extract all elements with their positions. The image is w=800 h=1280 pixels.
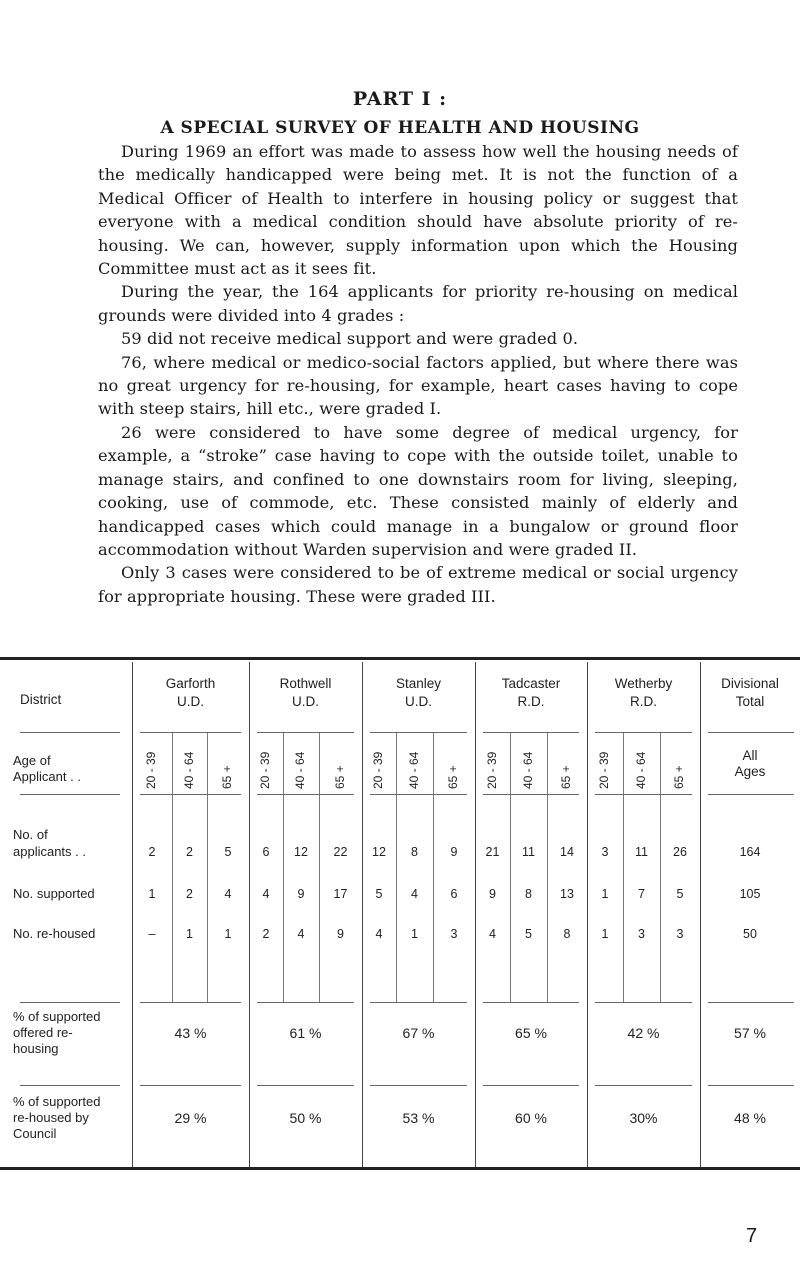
table-cell: 1 [601,887,609,901]
table-cell: 12 [372,845,386,859]
paragraph: 26 were considered to have some degree of medical urgency, for example, a “stroke” case having to cope with the outside toilet, unable to manage stairs, and confined to one downstairs room for living, sleeping, cooking, use of commode, etc. These consisted mainly of elderly and handicapped cases which could manage in a bungalow or ground floor accommodation without Warden supervision and were graded II. [98,422,738,559]
age-group-label: 40 - 64 [293,751,307,789]
district-type: U.D. [292,694,319,709]
district-name: Tadcaster [501,676,561,691]
row-rule [708,1002,794,1003]
age-row-label: Applicant . . [13,769,81,784]
total-cell: 50 [743,927,757,941]
total-header: Divisional [721,676,779,691]
table-cell: 9 [337,927,344,941]
pct-cell: 30% [629,1110,658,1126]
row-rule [257,1002,354,1003]
pct-cell: 65 % [515,1025,547,1041]
pct-row-label: housing [13,1041,59,1056]
row-label: No. supported [13,886,95,901]
table-cell: 3 [676,927,684,941]
age-group-label: 20 - 39 [371,751,385,789]
row-rule [370,1002,467,1003]
group-divider [587,662,588,1167]
paragraph: Only 3 cases were considered to be of extreme medical or social urgency for appropriate housing. These were graded III. [98,563,738,606]
housing-survey-table [0,657,800,1170]
age-group-label: 20 - 39 [597,751,611,789]
district-name: Garforth [165,676,216,691]
table-cell: 3 [638,927,645,941]
pct-cell: 42 % [627,1025,660,1041]
age-row-label: Age of [13,753,51,768]
table-cell: 5 [224,845,232,859]
age-group-label: 65 + [446,765,460,789]
row-rule [257,732,354,733]
body-text [98,140,738,608]
total-cell: 105 [739,887,761,901]
subcolumn-divider [396,732,397,1002]
district-name: Rothwell [279,676,332,691]
total-cell: 164 [739,845,761,859]
subcolumn-divider [623,732,624,1002]
group-divider [700,662,701,1167]
table-cell: 4 [297,927,305,941]
table-cell: 4 [411,887,418,901]
section-title: A SPECIAL SURVEY OF HEALTH AND HOUSING [160,118,640,138]
table-cell: 5 [375,887,383,901]
subcolumn-divider [172,732,173,1002]
pct-cell: 67 % [402,1025,435,1041]
row-rule [595,794,692,795]
table-cell: 8 [525,887,532,901]
row-rule [595,732,692,733]
subcolumn-divider [207,732,208,1002]
district-name: Wetherby [614,676,673,691]
all-ages-label: All [742,748,758,763]
table-cell: 4 [224,887,232,901]
table-cell: 1 [224,927,232,941]
age-group-label: 20 - 39 [484,751,499,789]
table-cell: 1 [148,887,156,901]
row-rule [140,1002,241,1003]
paragraph: 59 did not receive medical support and were graded 0. [121,329,579,349]
table-cell: 17 [333,887,348,901]
row-rule [483,1002,579,1003]
age-group-label: 40 - 64 [633,751,648,789]
row-rule [483,732,579,733]
table-cell: 7 [638,887,645,901]
table-bottom-rule [0,1167,800,1170]
table-cell: 11 [522,845,535,859]
row-rule [595,1002,692,1003]
table-cell: 22 [333,845,348,859]
age-group-label: 40 - 64 [406,751,421,789]
subcolumn-divider [283,732,284,1002]
pct-total-cell: 57 % [734,1025,766,1041]
pct-total-cell: 48 % [734,1110,766,1126]
district-type: R.D. [517,694,545,709]
table-cell: 6 [262,845,270,859]
subcolumn-divider [660,732,661,1002]
table-cell: 9 [450,845,458,859]
row-rule [370,732,467,733]
table-cell: 8 [411,845,418,859]
district-type: U.D. [177,694,204,709]
table-cell: 3 [601,845,609,859]
table-cell: 1 [411,927,418,941]
table-cell: 2 [186,887,193,901]
table-cell: 3 [450,927,458,941]
subcolumn-divider [319,732,320,1002]
row-rule [257,1085,354,1086]
table-cell: 9 [297,887,305,901]
table-cell: 4 [489,927,496,941]
pct-cell: 29 % [174,1110,207,1126]
page-number: 7 [746,1225,758,1247]
age-group-label: 20 - 39 [258,751,272,789]
table-cell: 21 [485,845,500,859]
pct-cell: 50 % [289,1110,322,1126]
row-rule [370,1085,467,1086]
table-cell: 4 [262,887,270,901]
row-label: applicants . . [13,844,86,859]
group-divider [362,662,363,1167]
row-rule [20,794,120,795]
table-cell: 5 [525,927,532,941]
table-top-rule [0,657,800,660]
paragraph: 76, where medical or medico-social factors applied, but where there was no great urgency for re-housing, for example, heart cases having to cope with steep stairs, hill etc., were graded I. [98,352,738,419]
table-cell: 2 [262,927,270,941]
pct-cell: 61 % [289,1025,322,1041]
age-group-label: 40 - 64 [520,751,535,789]
group-divider [132,662,133,1167]
district-name: Stanley [395,676,442,691]
row-rule [708,732,794,733]
table-cell: 12 [294,845,308,859]
row-label: No. re-housed [13,926,96,941]
age-group-label: 65 + [220,765,234,789]
table-cell: 1 [186,927,193,941]
row-rule [595,1085,692,1086]
paragraph: During 1969 an effort was made to assess how well the housing needs of the medically handicapped were being met. It is not the function of a Medical Officer of Health to interfere in housing policy or suggest that everyone with a medical condition should have absolute priority of re-housing. We can, however, supply information upon which the Housing Committee must act as it sees fit. [98,142,738,279]
table-cell: 26 [673,845,687,859]
pct-row-label: % of supported [13,1094,101,1109]
district-type: U.D. [405,694,432,709]
table-cell: 11 [635,845,648,859]
total-header: Total [735,694,765,709]
table-cell: 8 [563,927,571,941]
table-cell: – [148,927,156,941]
row-rule [140,732,241,733]
district-type: R.D. [630,694,657,709]
paragraph: During the year, the 164 applicants for priority re-housing on medical grounds were divided into 4 grades : [98,282,738,325]
row-rule [483,1085,579,1086]
row-label: No. of [13,827,48,842]
pct-row-label: % of supported [13,1009,101,1024]
row-rule [370,794,467,795]
pct-row-label: re-housed by [13,1110,89,1125]
row-rule [140,1085,241,1086]
all-ages-label: Ages [734,764,766,779]
row-rule [140,794,241,795]
group-divider [475,662,476,1167]
district-header: District [20,692,62,707]
pct-cell: 43 % [174,1025,207,1041]
row-rule [20,1002,120,1003]
table-cell: 14 [560,845,574,859]
pct-row-label: Council [13,1126,57,1141]
row-rule [20,1085,120,1086]
row-rule [708,794,794,795]
group-divider [249,662,250,1167]
row-rule [20,732,120,733]
age-group-label: 40 - 64 [181,751,196,789]
page-heading: PART I : [352,88,448,110]
age-group-label: 20 - 39 [144,751,158,789]
subcolumn-divider [510,732,511,1002]
pct-cell: 60 % [515,1110,547,1126]
row-rule [708,1085,794,1086]
pct-cell: 53 % [402,1110,435,1126]
table-cell: 2 [148,845,156,859]
subcolumn-divider [433,732,434,1002]
age-group-label: 65 + [672,765,686,789]
table-cell: 2 [186,845,193,859]
table-cell: 9 [489,887,496,901]
table-cell: 5 [676,887,684,901]
row-rule [483,794,579,795]
pct-row-label: offered re- [13,1025,73,1040]
table-cell: 1 [601,927,609,941]
age-group-label: 65 + [332,765,347,789]
row-rule [257,794,354,795]
age-group-label: 65 + [559,765,573,789]
subcolumn-divider [547,732,548,1002]
table-cell: 6 [450,887,458,901]
table-cell: 13 [560,887,574,901]
table-cell: 4 [375,927,383,941]
